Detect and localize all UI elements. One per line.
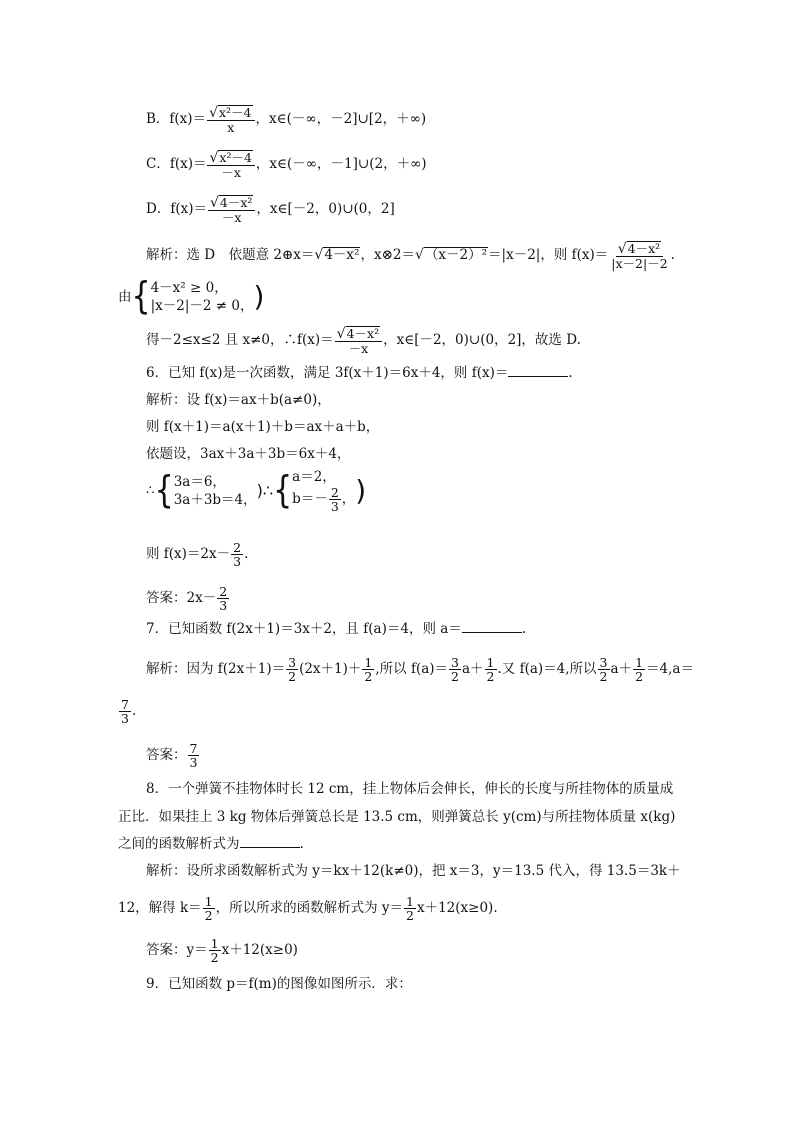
q8-stem-1: 8．一个弹簧不挂物体时长 12 cm，挂上物体后会伸长，伸长的长度与所挂物体的质量成	[146, 781, 674, 797]
q6-stem: 6．已知 f(x)是一次函数，满足 3f(x＋1)＝6x＋4，则 f(x)＝ .	[146, 365, 573, 381]
q7-blank	[462, 620, 522, 633]
q6-systems: ∴{ 3a＝6， 3a＋3b＝4， )∴{ a＝2， b＝－ $\frac{2}{3}$ ， )	[146, 468, 367, 514]
option-c: C．f(x)＝ $\frac{\text{√x²－4}}{-x}$ ，x∈(－∞，－1]∪(2，＋∞)	[146, 150, 427, 180]
q5-result: 得－2≤x≤2 且 x≠0，∴f(x)＝ $\frac{\text{√4－x²}}{-x}$ ，x∈[－2，0)∪(0，2]，故选 D.	[146, 326, 581, 356]
q8-solution-1: 解析：设所求函数解析式为 y＝kx＋12(k≠0)，把 x＝3，y＝13.5 代入，得 13.5＝3k＋	[146, 863, 681, 879]
q5-solution-line1: 解析：选 D 依题意 2⊕x＝√4－x²，x⊗2＝√（x－2）²＝|x－2|，则 f(x)＝ $\frac{\text{√4－x²}}{|x-2|-2}$ .	[146, 241, 675, 271]
q7-solution: 解析：因为 f(2x＋1)＝ $\frac{3}{2}$ (2x＋1)＋ $\frac{1}{2}$ ,所以 f(a)＝ $\frac{3}{2}$ a＋ $\frac{1}{2}$ .又 f(a)＝4,所以 $\frac{3}{2}$ a＋ $\frac{1}{2}$ ＝4,a＝	[146, 655, 694, 684]
q7-solution-cont: $\frac{7}{3}$ .	[121, 697, 137, 726]
option-d: D．f(x)＝ $\frac{\text{√4－x²}}{-x}$ ，x∈[－2，0)∪(0，2]	[146, 195, 395, 225]
q8-solution-2: 12，解得 k＝ $\frac{1}{2}$ ，所以所求的函数解析式为 y＝ $\frac{1}{2}$ x＋12(x≥0).	[118, 894, 498, 923]
q6-answer: 答案：2x－ $\frac{2}{3}$	[146, 584, 228, 613]
q6-blank	[508, 364, 568, 377]
q8-stem-3: 之间的函数解析式为 .	[118, 836, 304, 852]
q8-blank	[240, 835, 300, 848]
q7-answer: 答案： $\frac{7}{3}$	[146, 741, 198, 770]
q6-sol-3: 依题设，3ax＋3a＋3b＝6x＋4，	[146, 446, 351, 462]
q7-stem: 7．已知函数 f(2x＋1)＝3x＋2，且 f(a)＝4，则 a＝ .	[146, 621, 527, 637]
q8-stem-2: 正比．如果挂上 3 kg 物体后弹簧总长是 13.5 cm，则弹簧总长 y(cm)与所挂物体质量 x(kg)	[118, 809, 676, 825]
q5-condition-system: 由{ 4－x² ≥ 0， |x－2|－2 ≠ 0， )	[118, 274, 265, 319]
q6-sol-5: 则 f(x)＝2x－ $\frac{2}{3}$ .	[146, 540, 249, 569]
q6-sol-2: 则 f(x＋1)＝a(x＋1)＋b＝ax＋a＋b，	[146, 419, 380, 435]
q8-answer: 答案：y＝ $\frac{1}{2}$ x＋12(x≥0)	[146, 936, 298, 965]
q9-stem: 9．已知函数 p＝f(m)的图像如图所示．求：	[146, 976, 412, 992]
option-b: B．f(x)＝ $\frac{\text{√x²－4}}{x}$ ，x∈(－∞，－2]∪[2，＋∞)	[146, 105, 427, 135]
q6-sol-1: 解析：设 f(x)＝ax＋b(a≠0)，	[146, 392, 331, 408]
